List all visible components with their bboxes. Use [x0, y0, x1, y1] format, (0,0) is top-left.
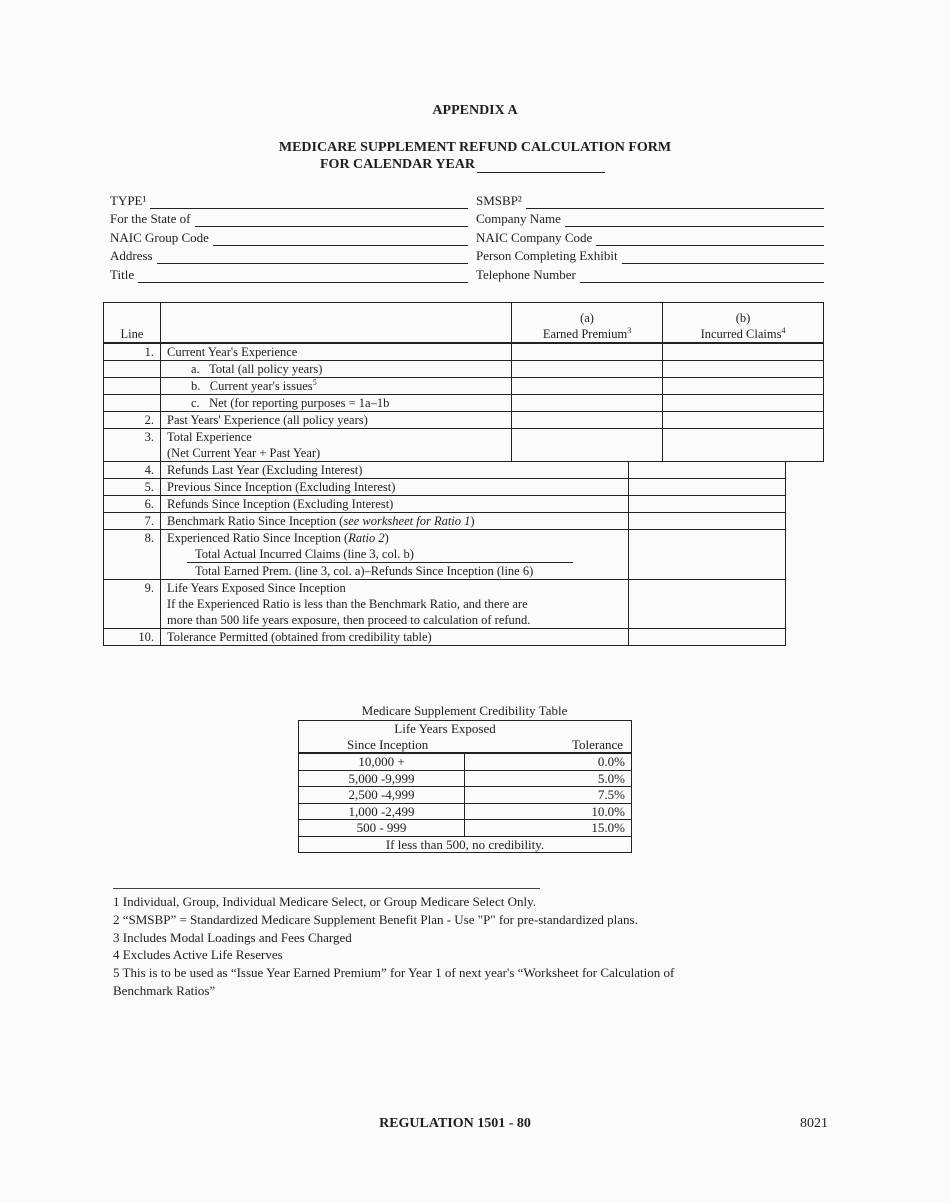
since-inception-label: Since Inception	[347, 736, 429, 752]
blank-cell	[786, 628, 824, 645]
tolerance-cell: 5.0%	[465, 770, 632, 787]
row-label: Past Years' Experience (all policy years)	[161, 411, 512, 428]
years-cell: 2,500 -4,999	[299, 787, 465, 804]
table-row	[104, 394, 824, 411]
row-label	[161, 512, 629, 529]
row-label: Current Year's Experience	[161, 343, 512, 361]
credibility-table-caption: Medicare Supplement Credibility Table	[361, 703, 568, 718]
credibility-header-line2	[299, 737, 631, 753]
table-row	[104, 377, 824, 394]
field-person-completing-label: Person Completing Exhibit	[476, 248, 618, 263]
footnote-5: 5 This is to be used as “Issue Year Earned Premium” for Year 1 of next year's “Worksheet for Calculation of	[113, 965, 675, 981]
form-title-line1: MEDICARE SUPPLEMENT REFUND CALCULATION FORM	[278, 140, 672, 155]
field-state-line	[195, 215, 468, 227]
field-naic-group-code-label: NAIC Group Code	[110, 230, 209, 245]
footnote-1: 1 Individual, Group, Individual Medicare Select, or Group Medicare Select Only.	[113, 894, 536, 909]
table-row	[104, 411, 824, 428]
footnote-2: 2 “SMSBP” = Standardized Medicare Supplement Benefit Plan - Use "P" for pre-standardized plans.	[113, 911, 638, 927]
field-company-name-label: Company Name	[476, 211, 561, 226]
col-b-letter: (b)	[735, 310, 751, 325]
field-naic-group-code-line	[213, 234, 468, 246]
calendar-year-blank[interactable]	[477, 160, 605, 173]
credibility-header-row	[299, 721, 632, 754]
footnotes	[113, 893, 813, 1000]
ratio-numerator: Total Actual Incurred Claims (line 3, col. b)	[187, 546, 573, 563]
row-letter: c.	[191, 395, 200, 410]
cell-value[interactable]	[629, 495, 786, 512]
cell-incurred-claims[interactable]	[663, 343, 824, 361]
row-label	[161, 394, 512, 411]
row-label	[161, 579, 629, 628]
cell-earned-premium[interactable]	[512, 394, 663, 411]
blank-cell	[786, 495, 824, 512]
table-row	[104, 579, 824, 628]
row-label: Previous Since Inception (Excluding Interest)	[161, 478, 629, 495]
table-row	[299, 820, 632, 837]
years-cell: 500 - 999	[299, 820, 465, 837]
field-smsbp-label: SMSBP²	[476, 193, 522, 208]
row-num: 8.	[104, 529, 161, 579]
cell-value[interactable]	[629, 579, 786, 628]
table-header-row	[104, 303, 824, 343]
row-num: 9.	[104, 579, 161, 628]
form-title-line2	[320, 157, 605, 173]
row-text-end: )	[384, 530, 389, 545]
row-text: Life Years Exposed Since Inception	[167, 580, 346, 595]
row-num: 5.	[104, 478, 161, 495]
col-a-letter: (a)	[580, 310, 594, 325]
calendar-year-label: FOR CALENDAR YEAR	[320, 157, 476, 172]
row-label: Tolerance Permitted (obtained from credibility table)	[161, 628, 629, 645]
row-text: more than 500 life years exposure, then proceed to calculation of refund.	[167, 612, 531, 627]
field-title-line	[138, 271, 468, 283]
field-title-label: Title	[110, 267, 135, 282]
field-telephone-line	[580, 271, 824, 283]
description-header	[161, 303, 512, 343]
field-state-label: For the State of	[110, 211, 191, 226]
cell-earned-premium[interactable]	[512, 360, 663, 377]
credibility-table	[298, 720, 632, 853]
tolerance-label: Tolerance	[571, 736, 624, 752]
row-title	[167, 530, 622, 546]
field-telephone[interactable]	[476, 267, 824, 283]
row-text-italic: Ratio 2	[348, 530, 385, 545]
cell-earned-premium[interactable]	[512, 343, 663, 361]
credibility-header	[299, 721, 632, 754]
page-number: 8021	[800, 1116, 828, 1131]
col-a-label-wrap	[518, 326, 656, 342]
field-smsbp[interactable]	[476, 193, 824, 209]
row-letter: a.	[191, 361, 200, 376]
field-naic-group-code[interactable]	[110, 230, 468, 246]
row-text: If the Experienced Ratio is less than the Benchmark Ratio, and there are	[167, 596, 528, 611]
table-row	[104, 478, 824, 495]
cell-value[interactable]	[629, 529, 786, 579]
row-text: Experienced Ratio Since Inception (	[167, 530, 349, 545]
table-row	[299, 753, 632, 770]
cell-incurred-claims[interactable]	[663, 411, 824, 428]
years-cell: 5,000 -9,999	[299, 770, 465, 787]
col-a-label: Earned Premium	[542, 326, 628, 341]
table-row	[104, 343, 824, 361]
ratio-numerator-wrap	[167, 546, 622, 563]
field-person-completing-line	[622, 252, 824, 264]
row-text: (Net Current Year + Past Year)	[167, 445, 321, 460]
cell-incurred-claims[interactable]	[663, 394, 824, 411]
cell-earned-premium[interactable]	[512, 377, 663, 394]
tolerance-cell: 15.0%	[465, 820, 632, 837]
field-address[interactable]	[110, 248, 468, 264]
row-text: Current year's issues	[209, 378, 313, 393]
table-row	[299, 770, 632, 787]
years-cell: 1,000 -2,499	[299, 803, 465, 820]
credibility-footer-row	[299, 836, 632, 853]
table-row	[104, 512, 824, 529]
cell-value[interactable]	[629, 461, 786, 478]
ratio-denominator: Total Earned Prem. (line 3, col. a)–Refunds Since Inception (line 6)	[195, 563, 534, 578]
field-company-name[interactable]	[476, 211, 824, 227]
field-state[interactable]	[110, 211, 468, 227]
row-num	[104, 360, 161, 377]
appendix-heading: APPENDIX A	[432, 103, 518, 118]
cell-value[interactable]	[629, 512, 786, 529]
row-num: 2.	[104, 411, 161, 428]
tolerance-cell: 7.5%	[465, 787, 632, 804]
blank-cell	[786, 478, 824, 495]
cell-value[interactable]	[629, 628, 786, 645]
regulation-footer: REGULATION 1501 - 80	[379, 1116, 531, 1131]
footnote-5-cont: Benchmark Ratios”	[113, 982, 216, 998]
row-num: 3.	[104, 428, 161, 461]
cell-value[interactable]	[629, 478, 786, 495]
table-row	[104, 360, 824, 377]
row-num	[104, 394, 161, 411]
row-num: 6.	[104, 495, 161, 512]
line-header: Line	[104, 303, 161, 343]
row-label: Refunds Last Year (Excluding Interest)	[161, 461, 629, 478]
years-cell: 10,000 +	[299, 753, 465, 770]
earned-premium-header	[512, 303, 663, 343]
row-num: 4.	[104, 461, 161, 478]
row-num	[104, 377, 161, 394]
field-smsbp-line	[526, 197, 824, 209]
field-naic-company-code[interactable]	[476, 230, 824, 246]
field-address-line	[157, 252, 468, 264]
table-row	[104, 529, 824, 579]
row-label	[161, 529, 629, 579]
row-text: Benchmark Ratio Since Inception (	[167, 513, 344, 528]
row-letter: b.	[191, 378, 201, 393]
footnote-3: 3 Includes Modal Loadings and Fees Charged	[113, 929, 352, 945]
row-label: Refunds Since Inception (Excluding Interest)	[161, 495, 629, 512]
field-company-name-line	[565, 215, 824, 227]
table-row	[299, 787, 632, 804]
row-num: 10.	[104, 628, 161, 645]
row-text-italic: see worksheet for Ratio 1	[343, 513, 471, 528]
table-row	[104, 461, 824, 478]
blank-cell	[786, 529, 824, 579]
col-b-label-wrap	[669, 326, 817, 342]
tolerance-cell: 0.0%	[465, 753, 632, 770]
table-row	[104, 628, 824, 645]
row-num: 7.	[104, 512, 161, 529]
footnote-divider	[113, 888, 540, 889]
blank-cell	[786, 512, 824, 529]
field-type[interactable]	[110, 193, 468, 209]
row-label	[161, 360, 512, 377]
table-row	[104, 428, 824, 461]
field-title[interactable]	[110, 267, 468, 283]
field-type-line	[150, 197, 468, 209]
credibility-footer: If less than 500, no credibility.	[299, 836, 632, 853]
field-naic-company-code-line	[596, 234, 824, 246]
incurred-claims-header	[663, 303, 824, 343]
field-person-completing[interactable]	[476, 248, 824, 264]
blank-cell	[786, 579, 824, 628]
col-b-footnote: 4	[781, 325, 786, 335]
field-address-label: Address	[110, 248, 153, 263]
row-text: Net (for reporting purposes = 1a–1b	[209, 395, 390, 410]
cell-earned-premium[interactable]	[512, 411, 663, 428]
row-footnote: 5	[312, 377, 317, 387]
refund-calculation-table	[103, 302, 824, 646]
row-label	[161, 428, 512, 461]
cell-earned-premium[interactable]	[512, 428, 663, 461]
tolerance-cell: 10.0%	[465, 803, 632, 820]
row-num: 1.	[104, 343, 161, 361]
col-b-label: Incurred Claims	[700, 326, 782, 341]
table-row	[299, 803, 632, 820]
field-naic-company-code-label: NAIC Company Code	[476, 230, 593, 245]
field-telephone-label: Telephone Number	[476, 267, 576, 282]
field-type-label: TYPE¹	[110, 193, 147, 208]
cell-incurred-claims[interactable]	[663, 428, 824, 461]
row-label	[161, 377, 512, 394]
col-a-footnote: 3	[627, 325, 632, 335]
credibility-header-line1: Life Years Exposed	[394, 721, 496, 736]
table-row	[104, 495, 824, 512]
footnote-4: 4 Excludes Active Life Reserves	[113, 947, 283, 963]
cell-incurred-claims[interactable]	[663, 377, 824, 394]
row-text: Total Experience	[167, 429, 252, 444]
row-text: Total (all policy years)	[209, 361, 323, 376]
row-text-end: )	[470, 513, 475, 528]
blank-cell	[786, 461, 824, 478]
cell-incurred-claims[interactable]	[663, 360, 824, 377]
